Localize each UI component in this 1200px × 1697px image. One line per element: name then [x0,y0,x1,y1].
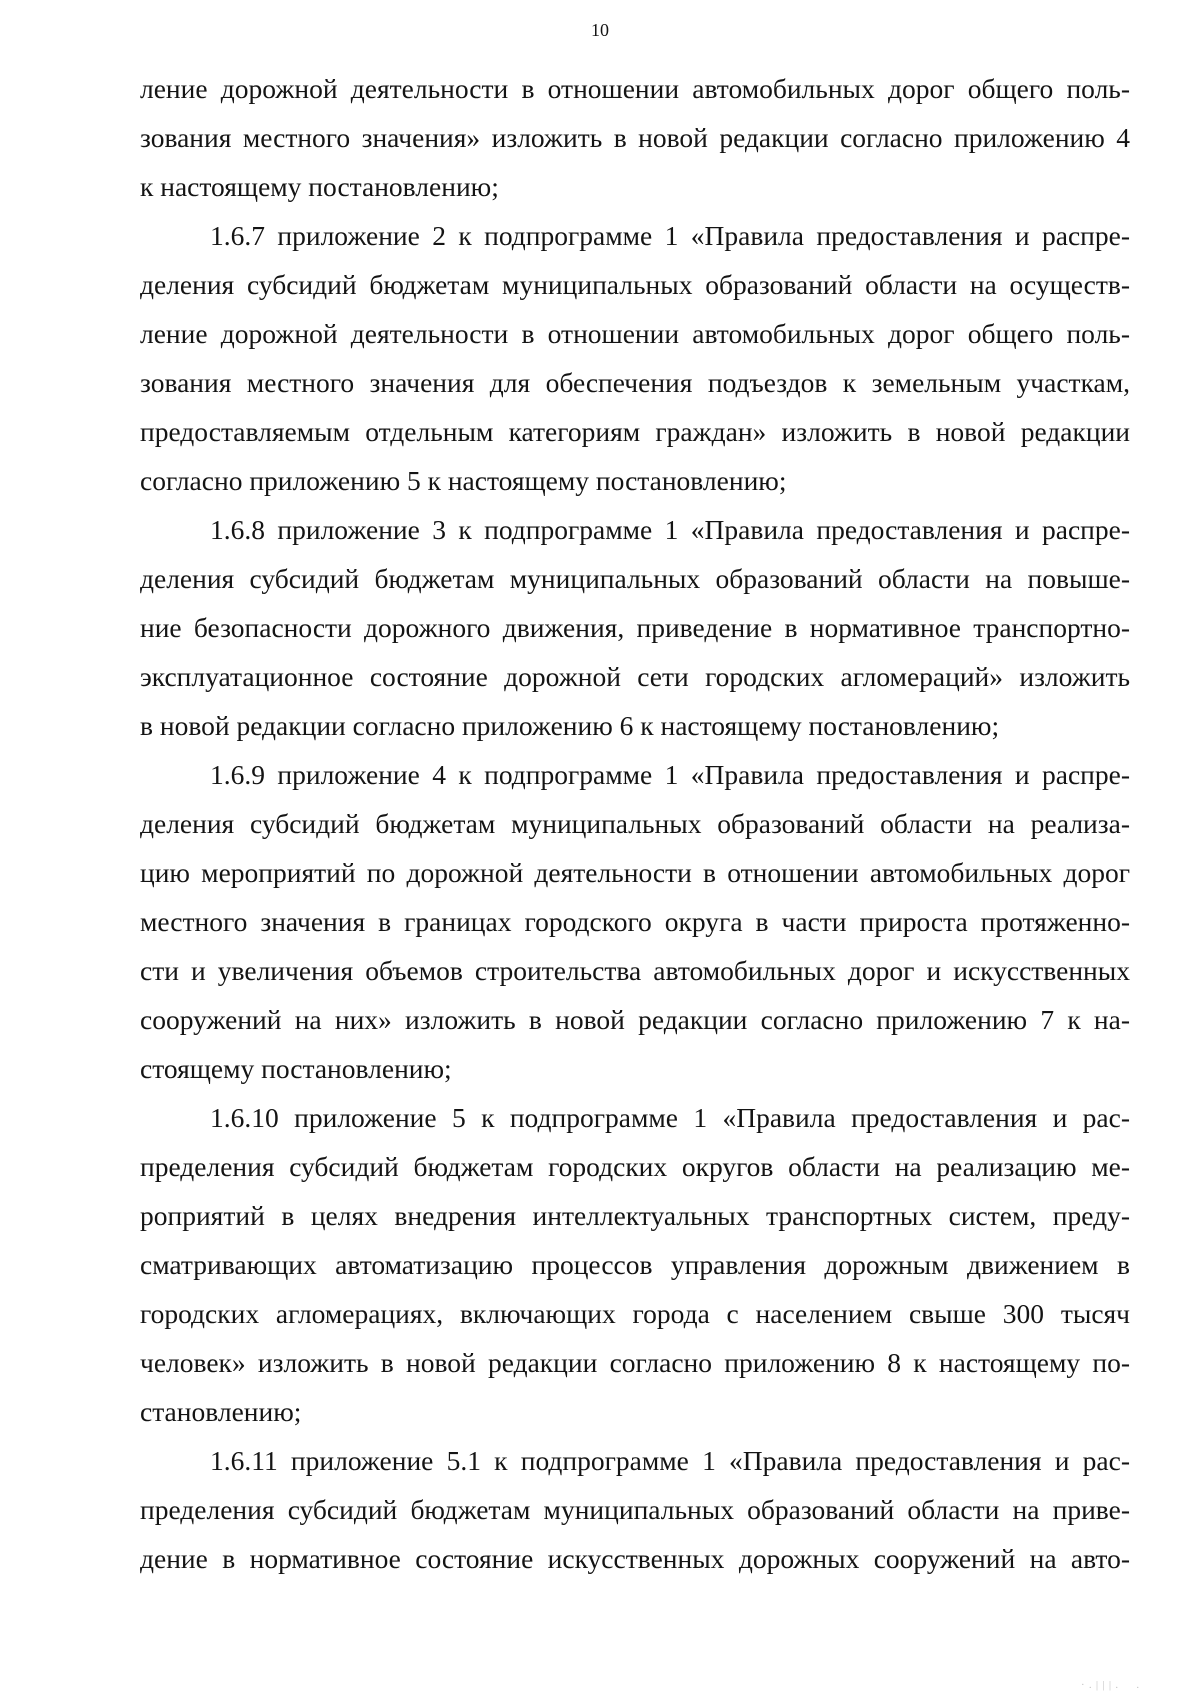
text-line: сматривающих автоматизацию процессов управления дорожным движением в [140,1249,1130,1280]
text-line: городских агломерациях, включающих города с населением свыше 300 тысяч [140,1298,1130,1329]
text-line: деления субсидий бюджетам муниципальных образований области на повыше- [140,563,1130,594]
text-line: цию мероприятий по дорожной деятельности в отношении автомобильных дорог [140,857,1130,888]
text-line: пределения субсидий бюджетам городских округов области на реализацию ме- [140,1151,1130,1182]
text-line: в новой редакции согласно приложению 6 к настоящему постановлению; [140,710,1000,741]
text-line: зования местного значения» изложить в новой редакции согласно приложению 4 [140,122,1130,153]
text-line: 1.6.10 приложение 5 к подпрограмме 1 «Правила предоставления и рас- [210,1102,1130,1133]
text-line: местного значения в границах городского округа в части прироста протяженно- [140,906,1130,937]
text-line: 1.6.8 приложение 3 к подпрограмме 1 «Правила предоставления и распре- [210,514,1130,545]
text-line: сти и увеличения объемов строительства автомобильных дорог и искусственных [140,955,1130,986]
document-body [140,64,1130,1583]
text-line: деления субсидий бюджетам муниципальных образований области на реализа- [140,808,1130,839]
text-line: ление дорожной деятельности в отношении автомобильных дорог общего поль- [140,318,1130,349]
text-line: роприятий в целях внедрения интеллектуальных транспортных систем, преду- [140,1200,1130,1231]
text-line: ние безопасности дорожного движения, приведение в нормативное транспортно- [140,612,1130,643]
text-line: 1.6.9 приложение 4 к подпрограмме 1 «Правила предоставления и распре- [210,759,1130,790]
text-line: предоставляемым отдельным категориям граждан» изложить в новой редакции [140,416,1130,447]
text-line: зования местного значения для обеспечения подъездов к земельным участкам, [140,367,1130,398]
text-line: стоящему постановлению; [140,1053,452,1084]
text-line: согласно приложению 5 к настоящему постановлению; [140,465,787,496]
text-line: сооружений на них» изложить в новой редакции согласно приложению 7 к на- [140,1004,1130,1035]
text-line: дение в нормативное состояние искусственных дорожных сооружений на авто- [140,1543,1130,1574]
text-line: 1.6.11 приложение 5.1 к подпрограмме 1 «Правила предоставления и рас- [210,1445,1130,1476]
text-line: пределения субсидий бюджетам муниципальных образований области на приве- [140,1494,1130,1525]
text-line: становлению; [140,1396,302,1427]
scan-artifact: · . | | | . . [1081,1680,1140,1691]
text-line: эксплуатационное состояние дорожной сети городских агломераций» изложить [140,661,1130,692]
text-line: к настоящему постановлению; [140,171,499,202]
text-line: человек» изложить в новой редакции согласно приложению 8 к настоящему по- [140,1347,1130,1378]
text-line: 1.6.7 приложение 2 к подпрограмме 1 «Правила предоставления и распре- [210,220,1130,251]
text-line: деления субсидий бюджетам муниципальных образований области на осуществ- [140,269,1130,300]
text-line: ление дорожной деятельности в отношении автомобильных дорог общего поль- [140,73,1130,104]
page-number: 10 [591,20,609,40]
